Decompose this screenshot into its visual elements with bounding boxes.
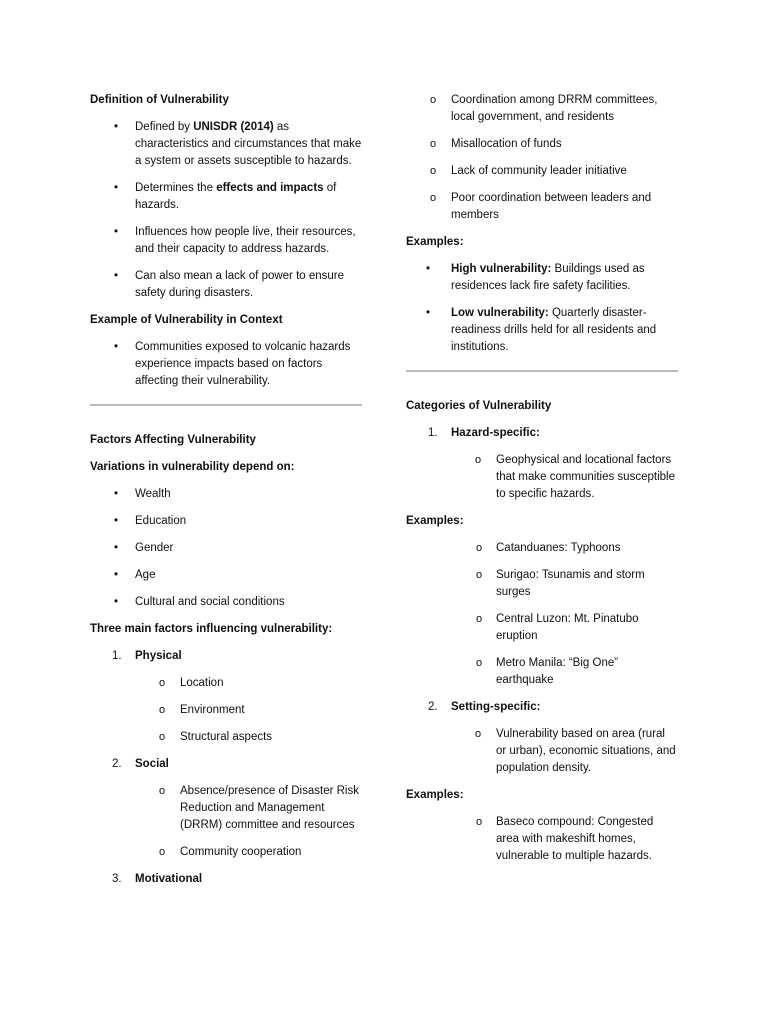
list-item — [90, 756, 362, 861]
bullet-icon: • — [114, 488, 119, 500]
item-text: Poor coordination between leaders and members — [451, 192, 652, 221]
item-text: Age — [135, 569, 156, 581]
item-text: Misallocation of funds — [451, 138, 562, 150]
bullet-icon: • — [114, 542, 119, 554]
categories-heading: Categories of Vulnerability — [406, 400, 552, 412]
sub-item — [451, 452, 678, 503]
sub-item — [406, 655, 678, 689]
item-text: Education — [135, 515, 187, 527]
examples-heading: Examples: — [406, 789, 464, 801]
item-text: Wealth — [135, 488, 171, 500]
variations-list — [90, 486, 362, 611]
sub-bullet-icon: o — [159, 785, 166, 797]
sub-list — [451, 452, 678, 503]
three-factors-heading: Three main factors influencing vulnerability: — [90, 623, 333, 635]
sub-bullet-icon: o — [159, 731, 166, 743]
right-column — [406, 92, 678, 875]
category-list-2 — [406, 699, 678, 777]
sub-bullet-icon: o — [159, 677, 166, 689]
sub-item — [451, 726, 678, 777]
item-bold-text: UNISDR (2014) — [193, 121, 274, 133]
item-text: Coordination among DRRM committees, local government, and residents — [451, 94, 658, 123]
sub-item — [406, 611, 678, 645]
sub-bullet-icon: o — [476, 542, 483, 554]
category-list-1 — [406, 425, 678, 503]
section-divider — [406, 370, 678, 372]
item-text: Cultural and social conditions — [135, 596, 285, 608]
bullet-icon: • — [114, 341, 119, 353]
context-heading: Example of Vulnerability in Context — [90, 314, 283, 326]
list-item — [90, 594, 362, 611]
category-title: Setting-specific: — [451, 701, 541, 713]
sub-item — [406, 163, 678, 180]
list-item — [406, 305, 678, 356]
item-bold-text: effects and impacts — [216, 182, 324, 194]
definition-heading: Definition of Vulnerability — [90, 94, 229, 106]
sub-bullet-icon: o — [476, 816, 483, 828]
examples-heading: Examples: — [406, 236, 464, 248]
item-text: Defined by — [135, 121, 194, 133]
sub-bullet-icon: o — [159, 846, 166, 858]
factor-title: Physical — [135, 650, 182, 662]
list-item — [90, 339, 362, 390]
list-item — [90, 871, 362, 888]
sub-bullet-icon: o — [476, 657, 483, 669]
sub-item — [406, 567, 678, 601]
sub-bullet-icon: o — [475, 728, 482, 740]
list-item — [90, 648, 362, 746]
sub-item — [406, 814, 678, 865]
sub-bullet-icon: o — [430, 192, 437, 204]
item-bold-text: High vulnerability: — [451, 263, 552, 275]
item-bold-text: Low vulnerability: — [451, 307, 549, 319]
list-number: 2. — [112, 758, 122, 770]
motivational-sub-list — [406, 92, 678, 224]
context-list — [90, 339, 362, 390]
list-item — [406, 425, 678, 503]
bullet-icon: • — [426, 263, 431, 275]
list-number: 1. — [428, 427, 438, 439]
item-text: Environment — [180, 704, 245, 716]
list-item — [90, 180, 362, 214]
bullet-icon: • — [114, 596, 119, 608]
sub-bullet-icon: o — [476, 569, 483, 581]
item-text: Lack of community leader initiative — [451, 165, 627, 177]
item-text: Central Luzon: Mt. Pinatubo eruption — [496, 613, 639, 642]
list-item — [90, 540, 362, 557]
list-item — [406, 699, 678, 777]
sub-item — [406, 540, 678, 557]
list-item — [406, 261, 678, 295]
sub-list — [135, 783, 362, 861]
sub-item — [135, 783, 362, 834]
sub-item — [406, 136, 678, 153]
sub-item — [135, 729, 362, 746]
sub-list — [451, 726, 678, 777]
category-title: Hazard-specific: — [451, 427, 540, 439]
bullet-icon: • — [114, 182, 119, 194]
sub-bullet-icon: o — [430, 165, 437, 177]
bullet-icon: • — [114, 226, 119, 238]
sub-bullet-icon: o — [430, 138, 437, 150]
item-text: Surigao: Tsunamis and storm surges — [496, 569, 645, 598]
bullet-icon: • — [426, 307, 431, 319]
factors-list — [90, 648, 362, 888]
setting-examples-list — [406, 814, 678, 865]
sub-item — [135, 844, 362, 861]
factor-title: Motivational — [135, 873, 203, 885]
list-item — [90, 567, 362, 584]
sub-item — [135, 675, 362, 692]
hazard-examples-list — [406, 540, 678, 689]
list-item — [90, 119, 362, 170]
item-text: of hazards. — [135, 182, 337, 211]
sub-item — [135, 702, 362, 719]
bullet-icon: • — [114, 270, 119, 282]
examples-heading: Examples: — [406, 515, 464, 527]
item-text: Catanduanes: Typhoons — [496, 542, 621, 554]
factor-title: Social — [135, 758, 169, 770]
sub-bullet-icon: o — [159, 704, 166, 716]
sub-list — [135, 675, 362, 746]
item-text: Location — [180, 677, 224, 689]
item-text: Vulnerability based on area (rural or urban), economic situations, and population density. — [496, 728, 676, 774]
list-item — [90, 268, 362, 302]
sub-bullet-icon: o — [430, 94, 437, 106]
item-text: as characteristics and circumstances that make a system or assets susceptible to hazards. — [135, 121, 362, 167]
item-text: Absence/presence of Disaster Risk Reduction and Management (DRRM) committee and resources — [180, 785, 359, 831]
item-text: Can also mean a lack of power to ensure safety during disasters. — [135, 270, 345, 299]
list-number: 1. — [112, 650, 122, 662]
item-text: Buildings used as residences lack fire safety facilities. — [451, 263, 645, 292]
list-item — [90, 513, 362, 530]
item-text: Quarterly disaster-readiness drills held for all residents and institutions. — [451, 307, 657, 353]
list-number: 2. — [428, 701, 438, 713]
item-text: Communities exposed to volcanic hazards experience impacts based on factors affecting their vulnerability. — [135, 341, 351, 387]
item-text: Geophysical and locational factors that make communities susceptible to specific hazards. — [496, 454, 675, 500]
sub-bullet-icon: o — [476, 613, 483, 625]
definition-list — [90, 119, 362, 302]
list-item — [90, 224, 362, 258]
bullet-icon: • — [114, 515, 119, 527]
item-text: Community cooperation — [180, 846, 302, 858]
vulnerability-examples-list — [406, 261, 678, 356]
section-divider — [90, 404, 362, 406]
factors-heading: Factors Affecting Vulnerability — [90, 434, 256, 446]
list-number: 3. — [112, 873, 122, 885]
item-text: Metro Manila: “Big One” earthquake — [496, 657, 619, 686]
variations-heading: Variations in vulnerability depend on: — [90, 461, 295, 473]
item-text: Baseco compound: Congested area with makeshift homes, vulnerable to multiple hazards. — [496, 816, 654, 862]
item-text: Gender — [135, 542, 174, 554]
bullet-icon: • — [114, 121, 119, 133]
item-text: Influences how people live, their resources, and their capacity to address hazards. — [135, 226, 356, 255]
list-item — [90, 486, 362, 503]
bullet-icon: • — [114, 569, 119, 581]
item-text: Structural aspects — [180, 731, 273, 743]
left-column — [90, 92, 362, 898]
sub-bullet-icon: o — [475, 454, 482, 466]
sub-item — [406, 190, 678, 224]
item-text: Determines the — [135, 182, 217, 194]
sub-item — [406, 92, 678, 126]
